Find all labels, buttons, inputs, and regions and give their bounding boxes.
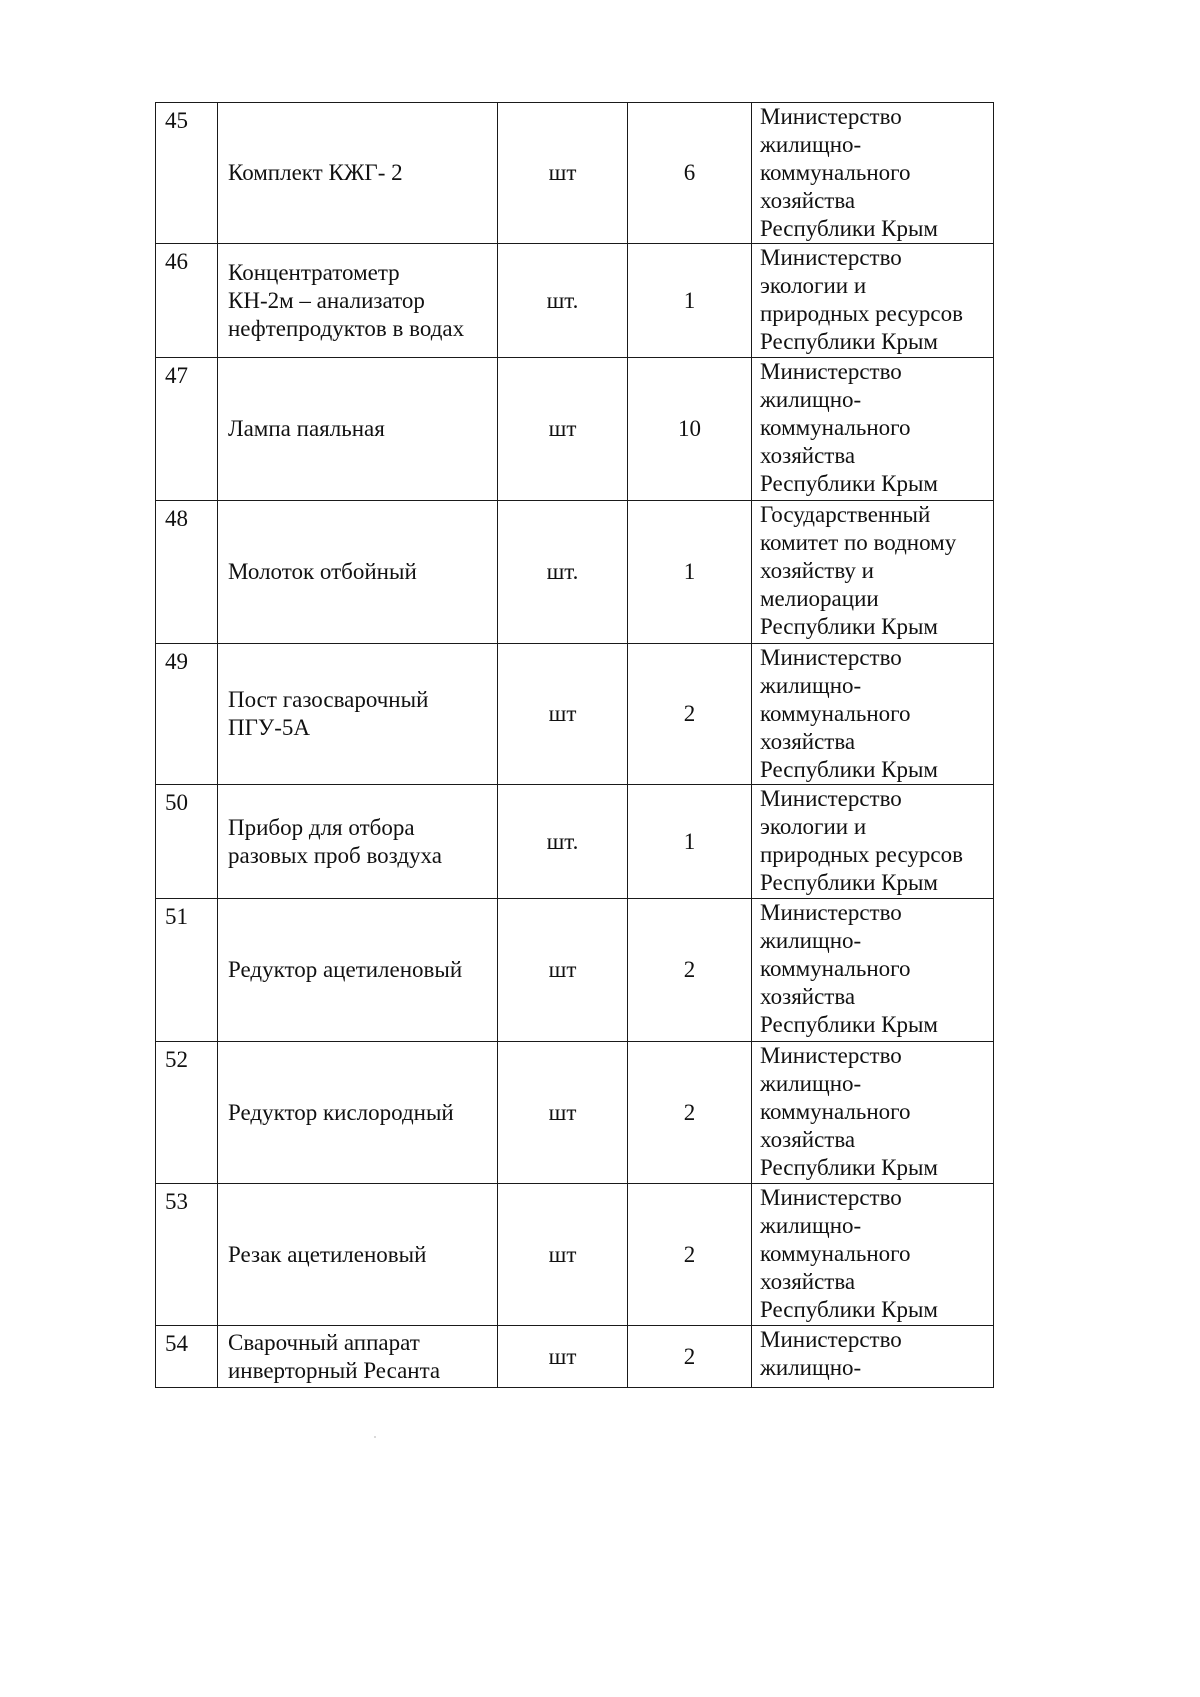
department-line: Республики Крым (760, 471, 938, 496)
equipment-table (155, 102, 994, 1388)
item-name-line: КН-2м – анализатор (228, 287, 425, 313)
department-line: Министерство (760, 1327, 902, 1352)
department-cell (752, 899, 994, 1042)
department-line: Министерство (760, 900, 902, 925)
unit-text: шт (548, 957, 577, 982)
table-row (156, 103, 994, 244)
table-row (156, 358, 994, 501)
department-cell (752, 103, 994, 244)
row-number (156, 1184, 218, 1326)
row-number (156, 244, 218, 358)
item-name (218, 785, 498, 899)
department-line: жилищно- (760, 1355, 862, 1380)
quantity-text: 2 (683, 1343, 696, 1369)
quantity-cell (628, 501, 752, 644)
table-body (156, 103, 994, 1388)
quantity-cell (628, 1184, 752, 1326)
department-line: экологии и (760, 814, 867, 839)
row-number (156, 1042, 218, 1184)
department-line: хозяйства (760, 443, 856, 468)
unit-cell (498, 785, 628, 899)
table-row (156, 899, 994, 1042)
department-line: Республики Крым (760, 1297, 938, 1322)
item-name (218, 244, 498, 358)
row-number-text: 53 (165, 1189, 188, 1214)
department-line: жилищно- (760, 1071, 862, 1096)
department-line: жилищно- (760, 928, 862, 953)
row-number-text: 47 (165, 363, 188, 388)
quantity-text: 10 (678, 416, 701, 441)
unit-cell (498, 103, 628, 244)
item-name (218, 501, 498, 644)
unit-text: шт (548, 160, 577, 185)
department-line: хозяйства (760, 984, 856, 1009)
row-number-text: 54 (165, 1331, 188, 1356)
department-line: Министерство (760, 645, 902, 670)
department-line: Государственный (760, 502, 931, 527)
department-line: коммунального (760, 1099, 911, 1124)
item-name-line: Молоток отбойный (228, 559, 417, 584)
unit-cell (498, 1326, 628, 1388)
quantity-text: 2 (683, 1099, 696, 1125)
department-cell (752, 644, 994, 785)
item-name-line: Резак ацетиленовый (228, 1241, 427, 1267)
department-cell (752, 501, 994, 644)
quantity-cell (628, 244, 752, 358)
department-line: коммунального (760, 160, 911, 185)
quantity-cell (628, 899, 752, 1042)
quantity-text: 1 (683, 828, 696, 854)
department-line: экологии и (760, 273, 867, 298)
row-number (156, 358, 218, 501)
department-cell (752, 244, 994, 358)
department-line: Республики Крым (760, 1012, 938, 1037)
department-line: жилищно- (760, 132, 862, 157)
row-number (156, 1326, 218, 1388)
department-line: Министерство (760, 359, 902, 384)
table-row (156, 501, 994, 644)
department-cell (752, 1184, 994, 1326)
row-number-text: 51 (165, 904, 188, 929)
row-number (156, 501, 218, 644)
unit-text: шт (548, 1343, 577, 1369)
department-line: Республики Крым (760, 329, 938, 354)
item-name (218, 1184, 498, 1326)
department-line: хозяйства (760, 1269, 856, 1294)
row-number-text: 52 (165, 1047, 188, 1072)
department-cell (752, 785, 994, 899)
department-line: хозяйству и (760, 558, 874, 583)
quantity-text: 6 (683, 160, 696, 185)
department-line: природных ресурсов (760, 301, 963, 326)
item-name-line: Прибор для отбора (228, 814, 415, 840)
unit-cell (498, 244, 628, 358)
department-line: Республики Крым (760, 1155, 938, 1180)
row-number-text: 46 (165, 249, 188, 274)
quantity-cell (628, 1326, 752, 1388)
unit-cell (498, 358, 628, 501)
table-row (156, 244, 994, 358)
item-name (218, 358, 498, 501)
row-number (156, 103, 218, 244)
row-number-text: 49 (165, 649, 188, 674)
table-row (156, 1326, 994, 1388)
item-name-line: Редуктор ацетиленовый (228, 957, 463, 982)
item-name-line: инверторный Ресанта (228, 1357, 441, 1383)
unit-text: шт. (546, 559, 579, 584)
unit-cell (498, 899, 628, 1042)
row-number-text: 50 (165, 790, 188, 815)
department-line: Министерство (760, 1043, 902, 1068)
quantity-text: 2 (683, 957, 696, 982)
department-line: жилищно- (760, 673, 862, 698)
unit-cell (498, 644, 628, 785)
item-name-line: разовых проб воздуха (228, 842, 442, 868)
item-name (218, 1042, 498, 1184)
row-number-text: 48 (165, 506, 188, 531)
quantity-cell (628, 785, 752, 899)
unit-cell (498, 1042, 628, 1184)
item-name (218, 1326, 498, 1388)
row-number (156, 785, 218, 899)
quantity-text: 2 (683, 1241, 696, 1267)
department-line: коммунального (760, 1241, 911, 1266)
department-line: Республики Крым (760, 870, 938, 895)
quantity-cell (628, 358, 752, 501)
department-line: коммунального (760, 701, 911, 726)
department-line: Министерство (760, 1185, 902, 1210)
row-number-text: 45 (165, 108, 188, 133)
unit-text: шт (548, 1099, 577, 1125)
department-line: природных ресурсов (760, 842, 963, 867)
department-line: мелиорации (760, 586, 879, 611)
department-line: Республики Крым (760, 614, 938, 639)
department-line: жилищно- (760, 387, 862, 412)
quantity-text: 2 (683, 701, 696, 726)
item-name-line: Лампа паяльная (228, 416, 385, 441)
department-line: Министерство (760, 245, 902, 270)
quantity-cell (628, 1042, 752, 1184)
item-name-line: Концентратометр (228, 259, 400, 285)
row-number (156, 644, 218, 785)
item-name-line: Пост газосварочный (228, 687, 429, 712)
department-line: коммунального (760, 956, 911, 981)
unit-text: шт (548, 701, 577, 726)
department-line: Министерство (760, 104, 902, 129)
table-row (156, 1184, 994, 1326)
quantity-cell (628, 644, 752, 785)
item-name (218, 644, 498, 785)
department-line: хозяйства (760, 188, 856, 213)
department-line: Республики Крым (760, 757, 938, 782)
item-name-line: ПГУ-5А (228, 715, 310, 740)
unit-text: шт. (546, 287, 579, 313)
department-line: Министерство (760, 786, 902, 811)
item-name-line: Комплект КЖГ- 2 (228, 160, 403, 185)
scan-speck (374, 1436, 376, 1438)
item-name (218, 899, 498, 1042)
department-line: жилищно- (760, 1213, 862, 1238)
department-cell (752, 1042, 994, 1184)
department-line: хозяйства (760, 729, 856, 754)
quantity-text: 1 (683, 559, 696, 584)
item-name-line: Сварочный аппарат (228, 1329, 420, 1355)
quantity-cell (628, 103, 752, 244)
item-name-line: нефтепродуктов в водах (228, 315, 465, 341)
department-line: хозяйства (760, 1127, 856, 1152)
unit-text: шт (548, 416, 577, 441)
quantity-text: 1 (683, 287, 696, 313)
table-row (156, 644, 994, 785)
department-cell (752, 358, 994, 501)
row-number (156, 899, 218, 1042)
unit-cell (498, 1184, 628, 1326)
department-cell (752, 1326, 994, 1388)
department-line: Республики Крым (760, 216, 938, 241)
table-row (156, 1042, 994, 1184)
department-line: комитет по водному (760, 530, 957, 555)
unit-text: шт (548, 1241, 577, 1267)
item-name (218, 103, 498, 244)
department-line: коммунального (760, 415, 911, 440)
unit-cell (498, 501, 628, 644)
unit-text: шт. (546, 828, 579, 854)
table-row (156, 785, 994, 899)
item-name-line: Редуктор кислородный (228, 1099, 454, 1125)
